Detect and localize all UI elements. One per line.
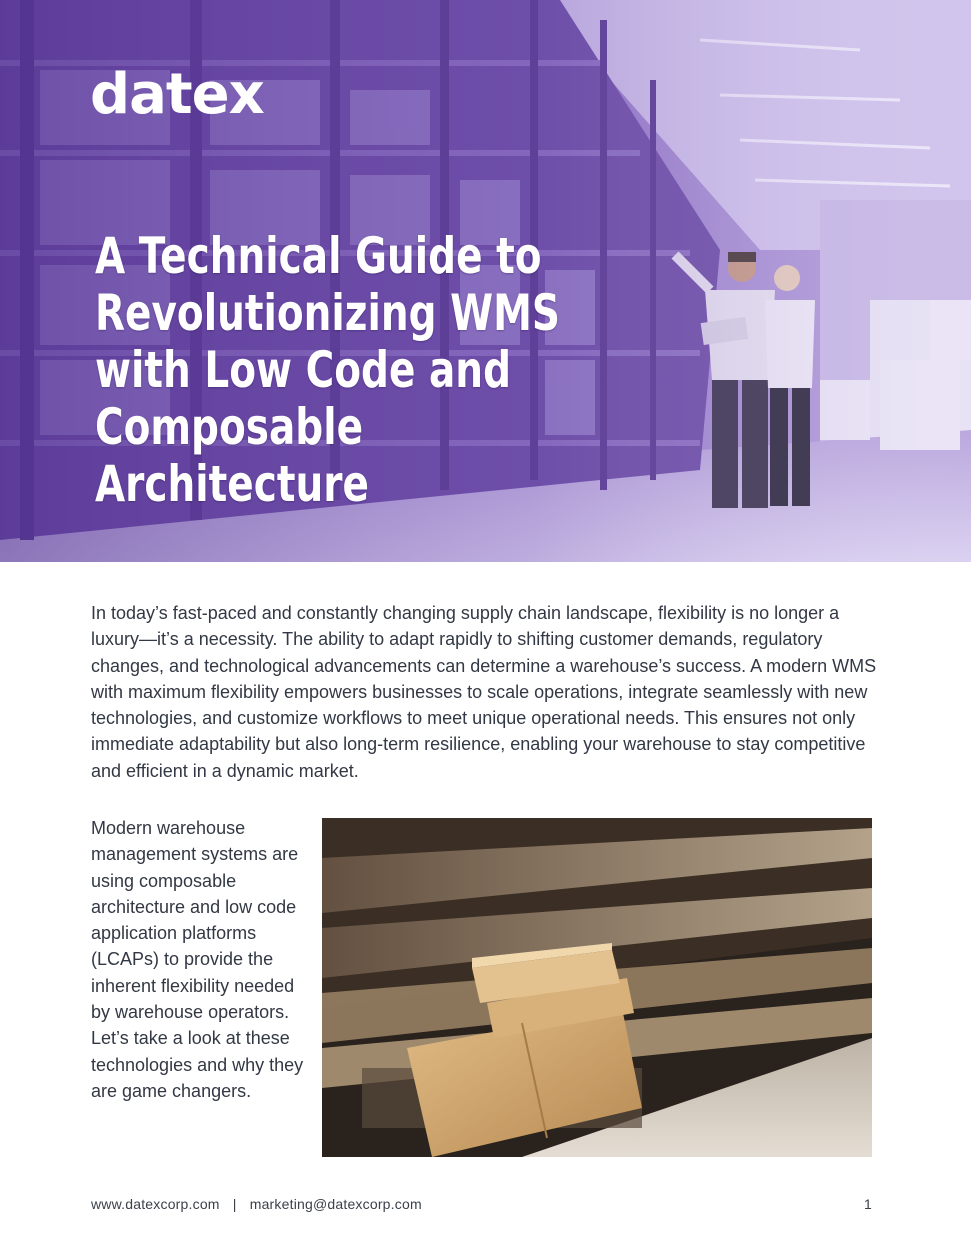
datex-logo: datex [90, 62, 264, 127]
title-line: Composable [95, 398, 364, 456]
page-title [95, 228, 563, 513]
page-number: 1 [864, 1196, 872, 1212]
side-paragraph: Modern warehouse management systems are using composable architecture and low code application platforms (LCAPs) to provide the inherent flexibility needed by warehouse operators. Let’s take a look at these technologies and why they are game changers. [91, 818, 304, 1101]
warehouse-cart-image [322, 818, 872, 1157]
website-link[interactable]: www.datexcorp.com [91, 1196, 220, 1212]
email-link[interactable]: marketing@datexcorp.com [249, 1196, 422, 1212]
footer [91, 1196, 872, 1212]
title-line: A Technical Guide to [95, 227, 542, 285]
hero-banner [0, 0, 971, 562]
intro-paragraph: In today’s fast-paced and constantly changing supply chain landscape, flexibility is no longer a luxury—it’s a necessity. The ability to adapt rapidly to shifting customer demands, regulatory changes, and technological advancements can determine a warehouse’s success. A modern WMS with maximum flexibility empowers businesses to scale operations, integrate seamlessly with new technologies, and customize workflows to meet unique operational needs. This ensures not only immediate adaptability but also long-term resilience, enabling your warehouse to stay competitive and efficient in a dynamic market. [91, 603, 877, 781]
footer-separator: | [232, 1196, 237, 1212]
title-line: Revolutionizing WMS [95, 284, 561, 342]
title-line: with Low Code and [95, 341, 511, 399]
title-line: Architecture [95, 455, 369, 513]
